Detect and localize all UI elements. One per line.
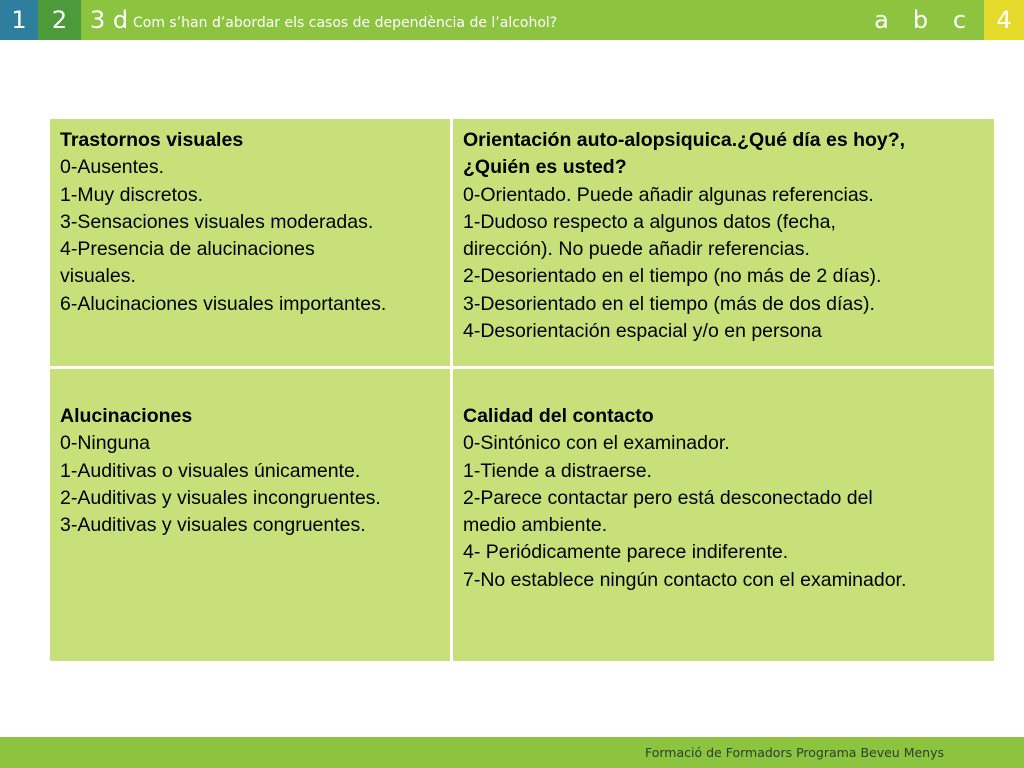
nav-section-4-button[interactable]: 4: [984, 0, 1024, 40]
nav-section-1-button[interactable]: 1: [0, 0, 38, 40]
footer-credit: Formació de Formadors Programa Beveu Menys: [645, 745, 944, 760]
sub-nav-b-button[interactable]: b: [912, 6, 929, 34]
cell-line: 0-Orientado. Puede añadir algunas referencias.: [463, 183, 874, 206]
table-cell-orientation: [453, 119, 994, 366]
cell-heading-continued: ¿Quién es usted?: [463, 156, 627, 179]
top-navigation-bar: [0, 0, 1024, 40]
cell-line: 1-Dudoso respecto a algunos datos (fecha,: [463, 210, 836, 233]
cell-line: dirección). No puede añadir referencias.: [463, 238, 810, 261]
cell-line: 4-Presencia de alucinaciones: [60, 238, 315, 261]
cell-line: 0-Ausentes.: [60, 156, 165, 179]
sub-navigation: [862, 0, 979, 40]
cell-line: medio ambiente.: [463, 514, 608, 537]
cell-line: 4- Periódicamente parece indiferente.: [463, 541, 789, 564]
cell-line: 1-Tiende a distraerse.: [463, 459, 652, 482]
cell-line: 2-Parece contactar pero está desconectado del: [463, 486, 873, 509]
cell-line: 2-Desorientado en el tiempo (no más de 2 días).: [463, 265, 882, 288]
nav-section-2-button[interactable]: 2: [38, 0, 81, 40]
sub-nav-c-button[interactable]: c: [952, 6, 967, 34]
cell-line: visuales.: [60, 265, 136, 288]
footer-bar: [0, 737, 1024, 768]
cell-line: 3-Auditivas y visuales congruentes.: [60, 514, 366, 537]
cell-line: 7-No establece ningún contacto con el examinador.: [463, 568, 907, 591]
page-title: Com s’han d’abordar els casos de dependència de l’alcohol?: [133, 15, 558, 31]
table-cell-visual-disorders: [50, 119, 450, 366]
cell-heading: Alucinaciones: [60, 405, 193, 427]
sub-nav-a-button[interactable]: a: [874, 6, 889, 34]
cell-line: 0-Ninguna: [60, 432, 150, 455]
cell-line: 2-Auditivas y visuales incongruentes.: [60, 486, 381, 509]
table-cell-contact-quality: [453, 369, 994, 661]
cell-line: 0-Sintónico con el examinador.: [463, 432, 730, 455]
cell-line: 1-Auditivas o visuales únicamente.: [60, 459, 361, 482]
cell-line: 6-Alucinaciones visuales importantes.: [60, 292, 387, 315]
cell-line: 3-Sensaciones visuales moderadas.: [60, 210, 374, 233]
cell-heading: Trastornos visuales: [60, 129, 244, 151]
assessment-table: [48, 117, 996, 637]
cell-heading: Orientación auto-alopsiquica.¿Qué día es hoy?,: [463, 129, 906, 151]
cell-line: 4-Desorientación espacial y/o en persona: [463, 320, 822, 343]
cell-line: 3-Desorientado en el tiempo (más de dos días).: [463, 292, 875, 315]
cell-line: 1-Muy discretos.: [60, 183, 204, 206]
cell-heading: Calidad del contacto: [463, 405, 654, 427]
current-section-label: 3 d: [90, 6, 129, 34]
table-cell-hallucinations: [50, 369, 450, 661]
